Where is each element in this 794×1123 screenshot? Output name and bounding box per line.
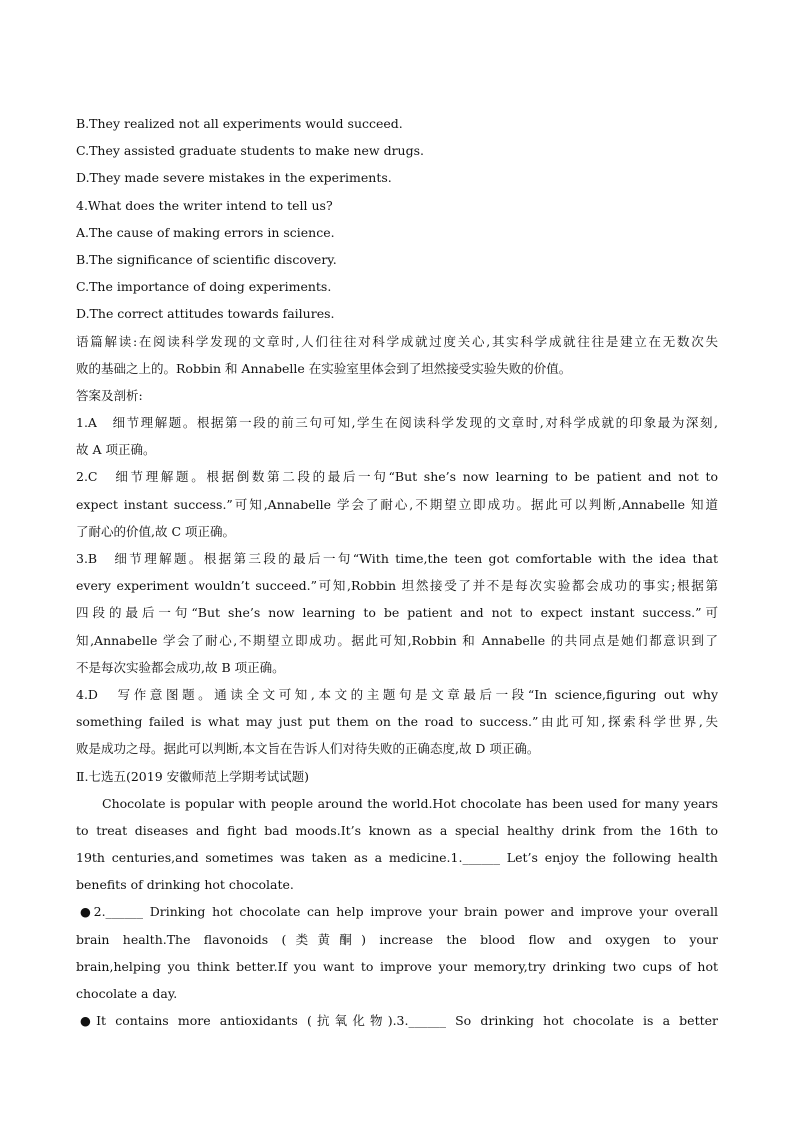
answer-line: 4.D 写作意图题。通读全文可知,本文的主题句是文章最后一段“In science,figuring out why bbox=[76, 686, 718, 702]
answer-line: expect instant success.”可知,Annabelle 学会了耐心,不期望立即成功。据此可以判断,Annabelle 知道 bbox=[76, 496, 718, 512]
passage-line: benefits of drinking hot chocolate. bbox=[76, 877, 294, 893]
answer-heading: 答案及剖析: bbox=[76, 387, 143, 403]
answer-line: 败是成功之母。据此可以判断,本文旨在告诉人们对待失败的正确态度,故 D 项正确。 bbox=[76, 741, 540, 757]
answer-line: 2.C 细节理解题。根据倒数第二段的最后一句“But she’s now learning to be patient and not to bbox=[76, 469, 718, 485]
option-line: D.The correct attitudes towards failures. bbox=[76, 306, 335, 322]
section-heading: Ⅱ.七选五(2019 安徽师范上学期考试试题) bbox=[76, 768, 310, 784]
text-line: C.They assisted graduate students to make new drugs. bbox=[76, 143, 424, 159]
passage-line: to treat diseases and fight bad moods.It’s known as a special healthy drink from the 16th to bbox=[76, 822, 718, 838]
document-page bbox=[76, 110, 718, 1034]
passage-line: brain health.The flavonoids (类黄酮) increase the blood flow and oxygen to your bbox=[76, 931, 718, 947]
answer-line: 知,Annabelle 学会了耐心,不期望立即成功。据此可知,Robbin 和 Annabelle 的共同点是她们都意识到了 bbox=[76, 632, 718, 648]
answer-line: something failed is what may just put them on the road to success.”由此可知,探索科学世界,失 bbox=[76, 714, 718, 730]
passage-analysis-line: 语篇解读:在阅读科学发现的文章时,人们往往对科学成就过度关心,其实科学成就往往是建立在无数次失 bbox=[76, 333, 718, 349]
answer-line: 了耐心的价值,故 C 项正确。 bbox=[76, 523, 235, 539]
option-line: A.The cause of making errors in science. bbox=[76, 224, 335, 240]
answer-line: 不是每次实验都会成功,故 B 项正确。 bbox=[76, 659, 285, 675]
answer-line: 1.A 细节理解题。根据第一段的前三句可知,学生在阅读科学发现的文章时,对科学成就的印象最为深刻, bbox=[76, 415, 718, 431]
answer-line: 四段的最后一句“But she’s now learning to be patient and not to expect instant success.”可 bbox=[76, 605, 718, 621]
question-line: 4.What does the writer intend to tell us? bbox=[76, 197, 333, 213]
text-line: B.They realized not all experiments would succeed. bbox=[76, 116, 403, 131]
passage-analysis-line: 败的基础之上的。Robbin 和 Annabelle 在实验室里体会到了坦然接受实验失败的价值。 bbox=[76, 360, 572, 376]
passage-line: brain,helping you think better.If you want to improve your memory,try drinking two cups of hot bbox=[76, 958, 718, 974]
answer-line: 3.B 细节理解题。根据第三段的最后一句“With time,the teen got comfortable with the idea that bbox=[76, 551, 718, 566]
answer-line: every experiment wouldn’t succeed.”可知,Robbin 坦然接受了并不是每次实验都会成功的事实;根据第 bbox=[76, 578, 718, 594]
option-line: B.The significance of scientific discovery. bbox=[76, 251, 337, 267]
answer-line: 故 A 项正确。 bbox=[76, 442, 156, 458]
passage-line: ●2.______ Drinking hot chocolate can help improve your brain power and improve your overall bbox=[80, 904, 718, 920]
option-line: C.The importance of doing experiments. bbox=[76, 279, 332, 295]
text-line: D.They made severe mistakes in the experiments. bbox=[76, 170, 392, 186]
passage-line: chocolate a day. bbox=[76, 986, 178, 1001]
passage-line: ●It contains more antioxidants (抗氧化物).3.______ So drinking hot chocolate is a better bbox=[80, 1013, 718, 1029]
passage-line: 19th centuries,and sometimes was taken as a medicine.1.______ Let’s enjoy the following health bbox=[76, 850, 718, 866]
passage-line: Chocolate is popular with people around the world.Hot chocolate has been used for many years bbox=[102, 795, 718, 811]
